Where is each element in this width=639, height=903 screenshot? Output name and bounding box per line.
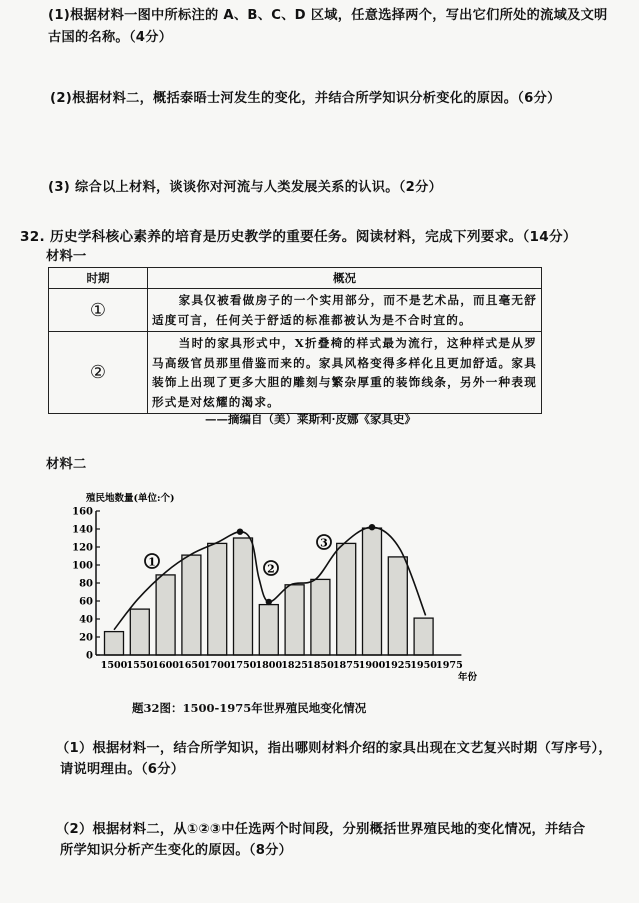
bar-1850 [311, 579, 330, 655]
x-tick-label: 1950 [410, 660, 437, 671]
x-tick-label: 1750 [229, 660, 257, 671]
table-header-row [49, 268, 542, 289]
x-tick-label: 1550 [126, 660, 154, 671]
q2-text: (2)根据材料二，概括泰晤士河发生的变化，并结合所学知识分析变化的原因。（6分） [50, 91, 561, 106]
colony-chart [0, 480, 639, 690]
y-axis-label: 殖民地数量(单位:个) [86, 493, 175, 504]
period-1: ① [49, 289, 148, 332]
y-tick-label: 160 [72, 506, 93, 518]
x-tick-label: 1925 [384, 660, 412, 671]
chart-caption: 题32图：1500-1975年世界殖民地变化情况 [132, 701, 367, 715]
sub2-line1: （2）根据材料二，从①②③中任选两个时间段，分别概括世界殖民地的变化情况，并结合 [56, 822, 586, 837]
sub1-line2: 请说明理由。（6分） [60, 762, 185, 777]
bar-1950 [414, 618, 433, 655]
x-tick-label: 1500 [100, 660, 128, 671]
q1-line2: 古国的名称。（4分） [48, 30, 173, 45]
y-tick-label: 60 [79, 596, 93, 608]
bar-1700 [208, 543, 227, 655]
y-tick-label: 120 [72, 542, 93, 554]
x-tick-label: 1650 [178, 660, 205, 671]
marker-1900 [369, 524, 375, 530]
y-tick-label: 80 [79, 578, 93, 590]
material2-title: 材料二 [46, 457, 87, 472]
marker-1800 [266, 599, 272, 605]
q3-text: (3) 综合以上材料，谈谈你对河流与人类发展关系的认识。（2分） [48, 180, 443, 195]
x-tick-label: 1800 [255, 660, 283, 671]
q32-stem [20, 227, 577, 248]
material1-table [48, 267, 542, 414]
table-header-overview: 概况 [148, 268, 542, 289]
table-row [49, 332, 542, 414]
period-1-desc: 家具仅被看做房子的一个实用部分，而不是艺术品，而且毫无舒适度可言，任何关于舒适的标准都被认为是不合时宜的。 [148, 289, 542, 332]
q32-stem-text: 历史学科核心素养的培育是历史教学的重要任务。阅读材料，完成下列要求。（14分） [50, 229, 577, 245]
bar-1500 [105, 632, 124, 655]
x-tick-label: 1825 [281, 660, 308, 671]
table-row [49, 289, 542, 332]
bar-1600 [156, 575, 175, 655]
period-label-3: 3 [320, 536, 328, 550]
y-tick-label: 100 [72, 560, 93, 572]
x-tick-label: 1900 [358, 660, 386, 671]
bar-1875 [337, 543, 356, 655]
period-label-1: 1 [148, 555, 156, 569]
q1-line1: (1)根据材料一图中所标注的 A、B、C、D 区域，任意选择两个，写出它们所处的流域及文明 [48, 8, 608, 23]
sub1-line1: （1）根据材料一，结合所学知识，指出哪则材料介绍的家具出现在文艺复兴时期（写序号）， [56, 741, 612, 756]
bar-1800 [259, 605, 278, 655]
y-tick-label: 40 [79, 614, 93, 626]
bar-1550 [130, 609, 149, 655]
q32-number: 32. [20, 229, 45, 245]
x-tick-label: 1850 [307, 660, 334, 671]
period-label-2: 2 [267, 562, 275, 576]
bar-1650 [182, 555, 201, 655]
y-tick-label: 20 [79, 632, 93, 644]
period-2: ② [49, 332, 148, 414]
marker-1750 [237, 529, 243, 535]
y-tick-label: 0 [86, 650, 93, 662]
bar-1750 [234, 538, 253, 655]
period-2-desc: 当时的家具形式中，X折叠椅的样式最为流行，这种样式是从罗马高级官员那里借鉴而来的。家具风格变得多样化且更加舒适。家具装饰上出现了更多大胆的雕刻与繁杂厚重的装饰线条，另外一种表现形式是对炫耀的渴求。 [148, 332, 542, 414]
bar-1825 [285, 585, 304, 655]
bar-1900 [363, 528, 382, 655]
table-header-period: 时期 [49, 268, 148, 289]
x-tick-label: 1875 [332, 660, 360, 671]
x-tick-label: 1600 [152, 660, 179, 671]
sub2-line2: 所学知识分析产生变化的原因。（8分） [60, 843, 293, 858]
x-tick-label: 1975 [436, 660, 463, 671]
material1-title: 材料一 [46, 249, 87, 264]
bar-1925 [388, 557, 407, 655]
material1-source: ——摘编自（美）莱斯利·皮娜《家具史》 [205, 412, 417, 426]
x-tick-label: 1700 [203, 660, 231, 671]
y-tick-label: 140 [72, 524, 93, 536]
x-axis-label: 年份 [458, 672, 478, 683]
